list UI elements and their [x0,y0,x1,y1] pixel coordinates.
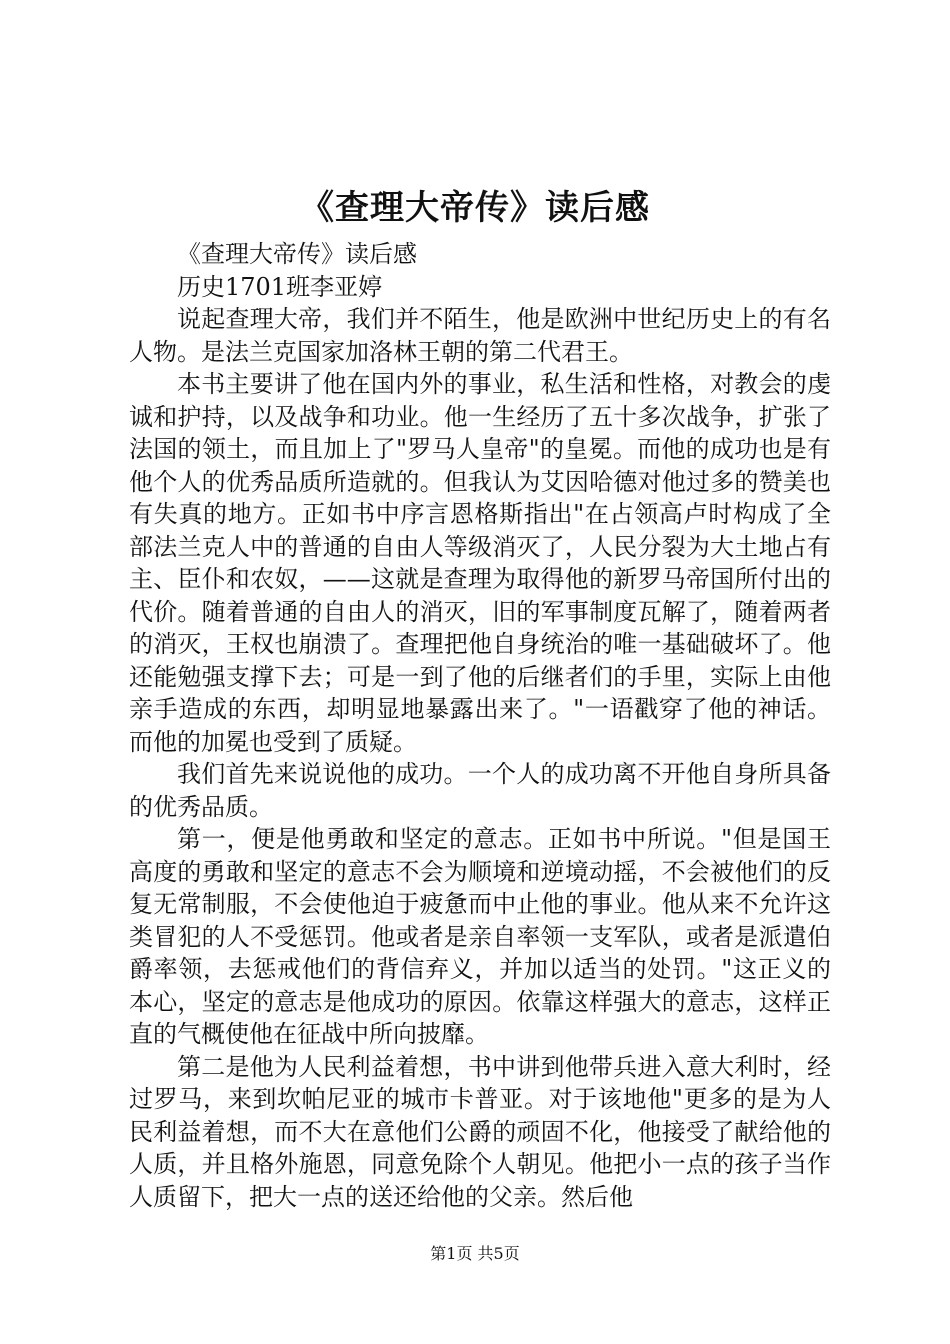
document-title: 《查理大帝传》读后感 [300,188,650,228]
author-line: 历史1701班李亚婷 [177,272,383,301]
page-number-footer: 第1页 共5页 [430,1244,520,1263]
body-paragraph: 第二是他为人民利益着想，书中讲到他带兵进入意大利时，经过罗马，来到坎帕尼亚的城市卡普亚。对于该地他"更多的是为人民利益着想，而不大在意他们公爵的顽固不化，他接受了献给他的人质，并且格外施恩，同意免除个人朝见。他把小一点的孩子当作人质留下，把大一点的送还给他的父亲。然后他 [129,1052,831,1211]
body-paragraph: 本书主要讲了他在国内外的事业，私生活和性格，对教会的虔诚和护持，以及战争和功业。他一生经历了五十多次战争，扩张了法国的领土，而且加上了"罗马人皇帝"的皇冕。而他的成功也是有他个人的优秀品质所造就的。但我认为艾因哈德对他过多的赞美也有失真的地方。正如书中序言恩格斯指出"在占领高卢时构成了全部法兰克人中的普通的自由人等级消灭了，人民分裂为大土地占有主、臣仆和农奴，——这就是查理为取得他的新罗马帝国所付出的代价。随着普通的自由人的消灭，旧的军事制度瓦解了，随着两者的消灭，王权也崩溃了。查理把他自身统治的唯一基础破坏了。他还能勉强支撑下去；可是一到了他的后继者们的手里，实际上由他亲手造成的东西，却明显地暴露出来了。"一语戳穿了他的神话。而他的加冕也受到了质疑。 [129,370,831,756]
document-body [129,238,831,1213]
body-paragraph: 我们首先来说说他的成功。一个人的成功离不开他自身所具备的优秀品质。 [129,760,831,821]
body-paragraph: 第一，便是他勇敢和坚定的意志。正如书中所说。"但是国王高度的勇敢和坚定的意志不会为顺境和逆境动摇，不会被他们的反复无常制服，不会使他迫于疲惫而中止他的事业。他从来不允许这类冒犯的人不受惩罚。他或者是亲自率领一支军队，或者是派遣伯爵率领，去惩戒他们的背信弃义，并加以适当的处罚。"这正义的本心，坚定的意志是他成功的原因。依靠这样强大的意志，这样正直的气概使他在征战中所向披靡。 [129,825,831,1048]
body-paragraph: 说起查理大帝，我们并不陌生，他是欧洲中世纪历史上的有名人物。是法兰克国家加洛林王朝的第二代君王。 [129,305,831,366]
body-paragraph: 《查理大帝传》读后感 [177,240,417,268]
